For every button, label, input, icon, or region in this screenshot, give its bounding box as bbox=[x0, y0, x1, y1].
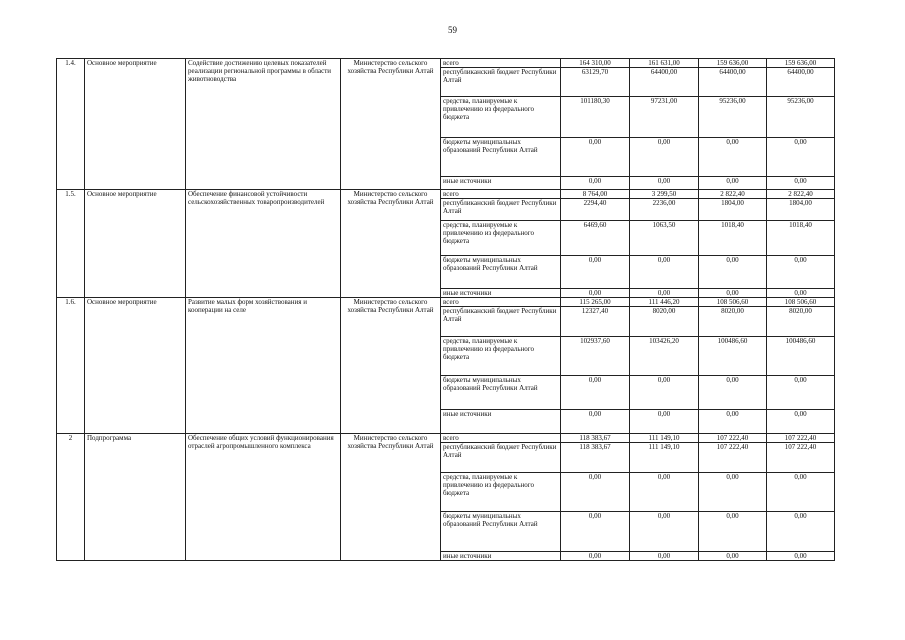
amount-cell: 0,00 bbox=[561, 138, 630, 177]
amount-cell: 8020,00 bbox=[767, 307, 835, 337]
amount-cell: 2 822,40 bbox=[767, 190, 835, 199]
amount-cell: 0,00 bbox=[767, 512, 835, 552]
funding-source: бюджеты муниципальных образований Республики Алтай bbox=[441, 512, 561, 552]
table-row bbox=[57, 190, 835, 199]
funding-source: республиканский бюджет Республики Алтай bbox=[441, 443, 561, 473]
funding-source: иные источники bbox=[441, 410, 561, 434]
amount-cell: 108 506,60 bbox=[767, 298, 835, 307]
table-body bbox=[57, 59, 835, 561]
amount-cell: 0,00 bbox=[630, 473, 699, 512]
amount-cell: 64400,00 bbox=[767, 68, 835, 97]
amount-cell: 0,00 bbox=[561, 512, 630, 552]
amount-cell: 0,00 bbox=[561, 552, 630, 561]
amount-cell: 63129,70 bbox=[561, 68, 630, 97]
funding-source: средства, планируемые к привлечению из федерального бюджета bbox=[441, 97, 561, 138]
measure-name: Обеспечение финансовой устойчивости сельскохозяйственных товаропроизводителей bbox=[186, 190, 341, 298]
amount-cell: 8020,00 bbox=[630, 307, 699, 337]
amount-cell: 64400,00 bbox=[630, 68, 699, 97]
amount-cell: 0,00 bbox=[699, 256, 767, 289]
amount-cell: 118 383,67 bbox=[561, 434, 630, 443]
amount-cell: 107 222,40 bbox=[767, 434, 835, 443]
amount-cell: 64400,00 bbox=[699, 68, 767, 97]
amount-cell: 0,00 bbox=[699, 376, 767, 410]
amount-cell: 1804,00 bbox=[767, 199, 835, 221]
amount-cell: 111 446,20 bbox=[630, 298, 699, 307]
amount-cell: 0,00 bbox=[699, 138, 767, 177]
amount-cell: 0,00 bbox=[699, 512, 767, 552]
amount-cell: 101180,30 bbox=[561, 97, 630, 138]
amount-cell: 108 506,60 bbox=[699, 298, 767, 307]
measure-type: Основное мероприятие bbox=[85, 298, 186, 434]
funding-source: иные источники bbox=[441, 552, 561, 561]
amount-cell: 12327,40 bbox=[561, 307, 630, 337]
amount-cell: 0,00 bbox=[767, 376, 835, 410]
amount-cell: 107 222,40 bbox=[699, 443, 767, 473]
table-row bbox=[57, 298, 835, 307]
amount-cell: 159 636,00 bbox=[767, 59, 835, 68]
amount-cell: 0,00 bbox=[630, 376, 699, 410]
measure-type: Основное мероприятие bbox=[85, 190, 186, 298]
amount-cell: 0,00 bbox=[767, 552, 835, 561]
amount-cell: 115 265,00 bbox=[561, 298, 630, 307]
amount-cell: 0,00 bbox=[561, 473, 630, 512]
amount-cell: 0,00 bbox=[767, 138, 835, 177]
amount-cell: 107 222,40 bbox=[767, 443, 835, 473]
measure-name: Содействие достижению целевых показателей реализации региональной программы в области животноводства bbox=[186, 59, 341, 190]
funding-source: республиканский бюджет Республики Алтай bbox=[441, 68, 561, 97]
amount-cell: 0,00 bbox=[699, 473, 767, 512]
amount-cell: 0,00 bbox=[561, 256, 630, 289]
funding-source: средства, планируемые к привлечению из федерального бюджета bbox=[441, 337, 561, 376]
amount-cell: 2294,40 bbox=[561, 199, 630, 221]
amount-cell: 95236,00 bbox=[767, 97, 835, 138]
funding-source: бюджеты муниципальных образований Республики Алтай bbox=[441, 256, 561, 289]
amount-cell: 2 822,40 bbox=[699, 190, 767, 199]
amount-cell: 1018,40 bbox=[767, 221, 835, 256]
funding-source: иные источники bbox=[441, 177, 561, 190]
page-number: 59 bbox=[448, 25, 457, 35]
amount-cell: 0,00 bbox=[767, 256, 835, 289]
funding-source: иные источники bbox=[441, 289, 561, 298]
amount-cell: 118 383,67 bbox=[561, 443, 630, 473]
funding-source: средства, планируемые к привлечению из федерального бюджета bbox=[441, 473, 561, 512]
amount-cell: 161 631,00 bbox=[630, 59, 699, 68]
funding-source: бюджеты муниципальных образований Республики Алтай bbox=[441, 376, 561, 410]
funding-source: республиканский бюджет Республики Алтай bbox=[441, 307, 561, 337]
amount-cell: 0,00 bbox=[699, 177, 767, 190]
amount-cell: 0,00 bbox=[561, 177, 630, 190]
funding-source: бюджеты муниципальных образований Республики Алтай bbox=[441, 138, 561, 177]
budget-table bbox=[56, 58, 835, 561]
measure-name: Обеспечение общих условий функционирования отраслей агропромышленного комплекса bbox=[186, 434, 341, 561]
amount-cell: 0,00 bbox=[630, 177, 699, 190]
responsible-org: Министерство сельского хозяйства Республики Алтай bbox=[341, 434, 441, 561]
amount-cell: 6469,60 bbox=[561, 221, 630, 256]
funding-source: республиканский бюджет Республики Алтай bbox=[441, 199, 561, 221]
amount-cell: 1804,00 bbox=[699, 199, 767, 221]
amount-cell: 1063,50 bbox=[630, 221, 699, 256]
responsible-org: Министерство сельского хозяйства Республики Алтай bbox=[341, 190, 441, 298]
amount-cell: 103426,20 bbox=[630, 337, 699, 376]
amount-cell: 0,00 bbox=[561, 376, 630, 410]
measure-type: Подпрограмма bbox=[85, 434, 186, 561]
amount-cell: 3 299,50 bbox=[630, 190, 699, 199]
funding-source: всего bbox=[441, 190, 561, 199]
funding-source: всего bbox=[441, 434, 561, 443]
amount-cell: 100486,60 bbox=[699, 337, 767, 376]
row-number: 1.6. bbox=[57, 298, 85, 434]
amount-cell: 0,00 bbox=[767, 289, 835, 298]
amount-cell: 0,00 bbox=[699, 289, 767, 298]
amount-cell: 100486,60 bbox=[767, 337, 835, 376]
row-number: 2 bbox=[57, 434, 85, 561]
funding-source: средства, планируемые к привлечению из федерального бюджета bbox=[441, 221, 561, 256]
amount-cell: 0,00 bbox=[767, 410, 835, 434]
table-row bbox=[57, 434, 835, 443]
amount-cell: 111 149,10 bbox=[630, 434, 699, 443]
measure-name: Развитие малых форм хозяйствования и кооперации на селе bbox=[186, 298, 341, 434]
amount-cell: 0,00 bbox=[767, 177, 835, 190]
row-number: 1.4. bbox=[57, 59, 85, 190]
amount-cell: 97231,00 bbox=[630, 97, 699, 138]
amount-cell: 0,00 bbox=[630, 552, 699, 561]
table-row bbox=[57, 59, 835, 68]
amount-cell: 0,00 bbox=[699, 552, 767, 561]
amount-cell: 0,00 bbox=[767, 473, 835, 512]
amount-cell: 164 310,00 bbox=[561, 59, 630, 68]
responsible-org: Министерство сельского хозяйства Республики Алтай bbox=[341, 298, 441, 434]
amount-cell: 8 764,00 bbox=[561, 190, 630, 199]
amount-cell: 0,00 bbox=[630, 512, 699, 552]
funding-source: всего bbox=[441, 298, 561, 307]
amount-cell: 0,00 bbox=[699, 410, 767, 434]
amount-cell: 0,00 bbox=[630, 289, 699, 298]
amount-cell: 0,00 bbox=[561, 289, 630, 298]
amount-cell: 102937,60 bbox=[561, 337, 630, 376]
amount-cell: 2236,00 bbox=[630, 199, 699, 221]
amount-cell: 107 222,40 bbox=[699, 434, 767, 443]
amount-cell: 0,00 bbox=[630, 256, 699, 289]
amount-cell: 1018,40 bbox=[699, 221, 767, 256]
amount-cell: 95236,00 bbox=[699, 97, 767, 138]
amount-cell: 8020,00 bbox=[699, 307, 767, 337]
row-number: 1.5. bbox=[57, 190, 85, 298]
amount-cell: 159 636,00 bbox=[699, 59, 767, 68]
amount-cell: 0,00 bbox=[561, 410, 630, 434]
funding-source: всего bbox=[441, 59, 561, 68]
measure-type: Основное мероприятие bbox=[85, 59, 186, 190]
amount-cell: 111 149,10 bbox=[630, 443, 699, 473]
amount-cell: 0,00 bbox=[630, 410, 699, 434]
amount-cell: 0,00 bbox=[630, 138, 699, 177]
responsible-org: Министерство сельского хозяйства Республики Алтай bbox=[341, 59, 441, 190]
